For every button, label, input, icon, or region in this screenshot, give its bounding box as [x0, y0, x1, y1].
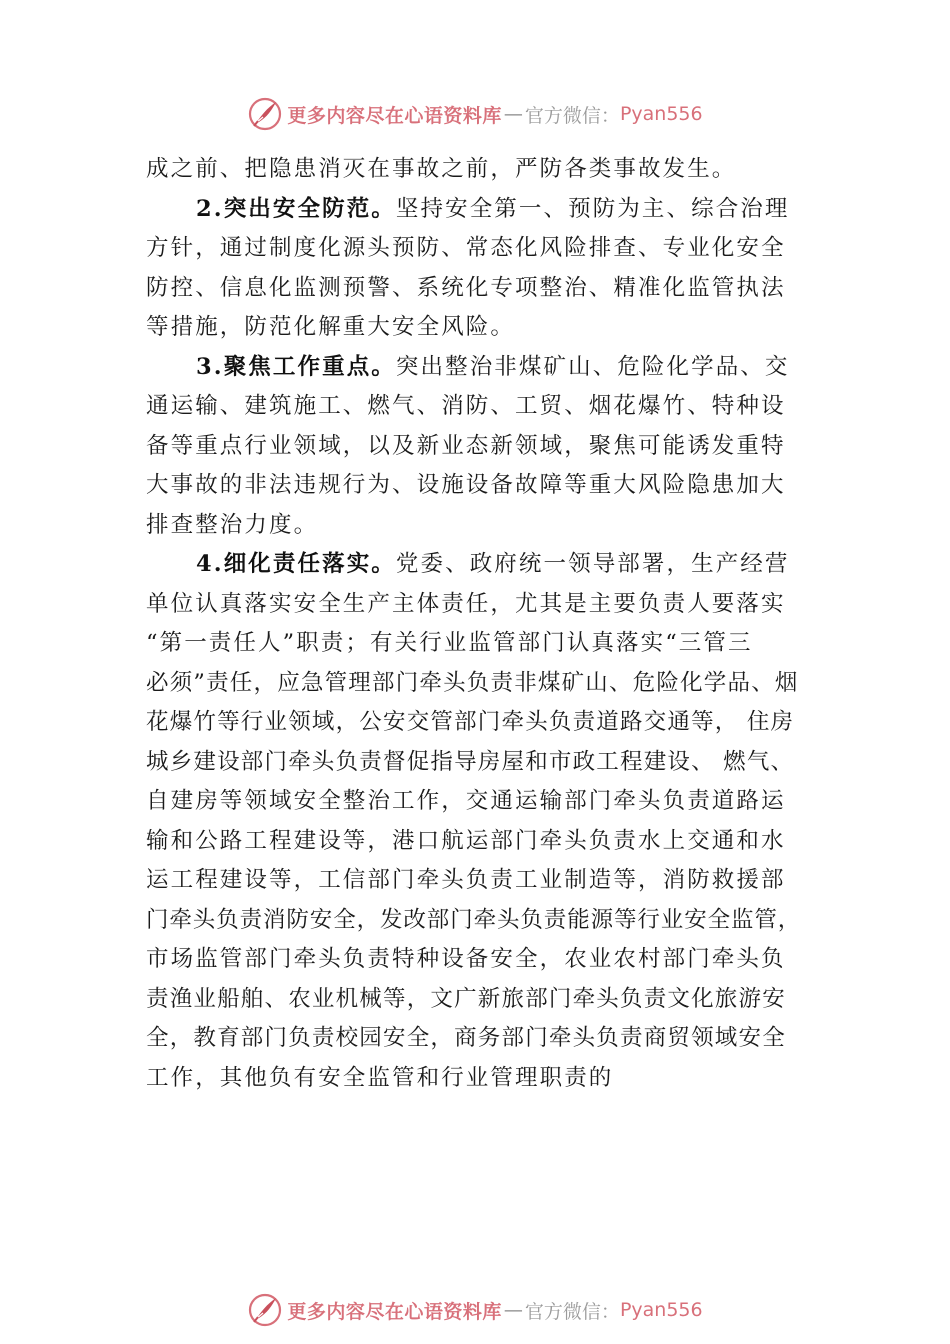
paragraph-line: 成之前、把隐患消灭在事故之前，严防各类事故发生。 [146, 156, 737, 182]
banner-text: 更多内容尽在心语资料库 [287, 104, 502, 127]
paragraph-line: “第一责任人”职责；有关行业监管部门认真落实“三管三 [146, 630, 753, 656]
section-3-line [146, 348, 816, 388]
section-3-heading: 3.聚焦工作重点。 [196, 353, 396, 380]
section-2-heading: 2.突出安全防范。 [196, 195, 396, 222]
footer-banner [0, 1290, 950, 1330]
wechat-id: Pyan556 [619, 1299, 703, 1321]
paragraph-line: 防控、信息化监测预警、系统化专项整治、精准化监管执法 [146, 274, 786, 301]
wechat-label: 官方微信： [524, 104, 620, 127]
section-4-text: 党委、政府统一领导部署，生产经营 [395, 551, 790, 577]
paragraph-line: 工作，其他负有安全监管和行业管理职责的 [146, 1064, 614, 1091]
banner-separator: — [503, 1299, 523, 1321]
paragraph-line: 单位认真落实安全生产主体责任，尤其是主要负责人要落实 [146, 590, 786, 617]
header-banner [0, 94, 950, 134]
paragraph-line: 备等重点行业领域，以及新业态新领域，聚焦可能诱发重特 [146, 432, 786, 459]
paragraph-line: 排查整治力度。 [146, 511, 319, 538]
section-2-line [146, 190, 816, 230]
document-body [146, 150, 816, 1098]
paragraph-line: 通运输、建筑施工、燃气、消防、工贸、烟花爆竹、特种设 [146, 393, 786, 419]
wechat-label: 官方微信： [524, 1300, 620, 1323]
paragraph-line: 全，教育部门负责校园安全，商务部门牵头负责商贸领域安全 [146, 1025, 786, 1051]
paragraph-line: 大事故的非法违规行为、设施设备故障等重大风险隐患加大 [146, 472, 786, 498]
paragraph-line: 花爆竹等行业领域，公安交管部门牵头负责道路交通等， 住房 [146, 709, 795, 735]
paragraph-line: 运工程建设等，工信部门牵头负责工业制造等，消防救援部 [146, 867, 786, 893]
section-3-text: 突出整治非煤矿山、危险化学品、交 [395, 353, 790, 380]
section-4-line [146, 545, 816, 585]
wechat-id: Pyan556 [619, 103, 703, 125]
paragraph-line: 自建房等领域安全整治工作，交通运输部门牵头负责道路运 [146, 788, 786, 814]
quill-logo-icon [247, 1292, 283, 1328]
paragraph-line: 城乡建设部门牵头负责督促指导房屋和市政工程建设、 燃气、 [146, 748, 795, 775]
paragraph-line: 市场监管部门牵头负责特种设备安全，农业农村部门牵头负 [146, 946, 786, 972]
section-4-heading: 4.细化责任落实。 [196, 551, 396, 577]
paragraph-line: 必须”责任，应急管理部门牵头负责非煤矿山、危险化学品、烟 [146, 669, 799, 696]
paragraph-line: 方针，通过制度化源头预防、常态化风险排查、专业化安全 [146, 235, 786, 261]
banner-text: 更多内容尽在心语资料库 [287, 1300, 502, 1323]
paragraph-line: 等措施，防范化解重大安全风险。 [146, 314, 516, 340]
quill-logo-icon [247, 96, 283, 132]
paragraph-line: 输和公路工程建设等，港口航运部门牵头负责水上交通和水 [146, 827, 786, 854]
banner-separator: — [503, 103, 523, 125]
section-2-text: 坚持安全第一、预防为主、综合治理 [395, 195, 790, 222]
paragraph-line: 责渔业船舶、农业机械等，文广新旅部门牵头负责文化旅游安 [146, 985, 786, 1012]
paragraph-line: 门牵头负责消防安全，发改部门牵头负责能源等行业安全监管， [146, 906, 802, 933]
